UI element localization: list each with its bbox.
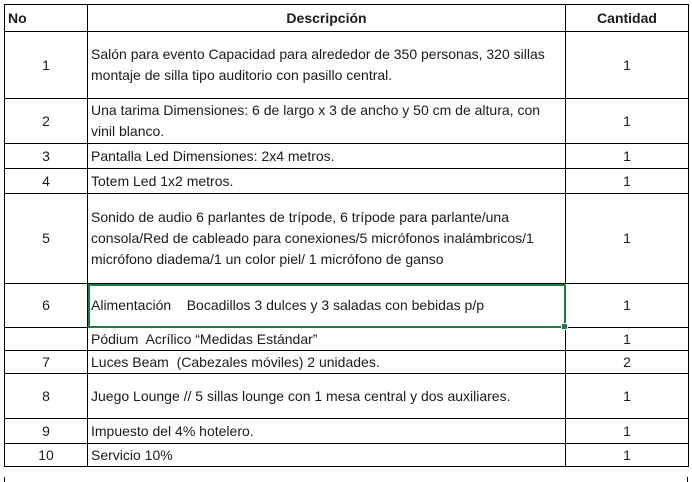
cell-cantidad[interactable]: 1 [566, 284, 689, 328]
cell-no[interactable]: 2 [5, 99, 88, 144]
cell-descripcion[interactable]: Juego Lounge // 5 sillas lounge con 1 mesa central y dos auxiliares. [88, 374, 566, 419]
header-no[interactable]: No [5, 5, 88, 32]
cell-no[interactable]: 6 [5, 284, 88, 328]
table-row [5, 444, 689, 467]
cell-descripcion[interactable]: Pódium Acrílico “Medidas Estándar” [88, 328, 566, 351]
cell-no[interactable]: 3 [5, 144, 88, 169]
cell-no[interactable] [5, 328, 88, 351]
cell-cantidad[interactable]: 1 [566, 32, 689, 99]
table-row [5, 284, 689, 328]
cell-cantidad[interactable]: 1 [566, 374, 689, 419]
table-row [5, 144, 689, 169]
cell-descripcion[interactable]: Servicio 10% [88, 444, 566, 467]
cell-no[interactable]: 7 [5, 351, 88, 374]
cell-cantidad[interactable]: 1 [566, 194, 689, 284]
header-row [5, 5, 689, 32]
table-row [5, 351, 689, 374]
cell-no[interactable]: 5 [5, 194, 88, 284]
header-descripcion[interactable]: Descripción [88, 5, 566, 32]
quote-table [4, 4, 689, 467]
cell-descripcion[interactable]: Luces Beam (Cabezales móviles) 2 unidades. [88, 351, 566, 374]
table-row [5, 32, 689, 99]
table-row [5, 328, 689, 351]
cell-no[interactable]: 4 [5, 169, 88, 194]
cell-cantidad[interactable]: 1 [566, 328, 689, 351]
cell-no[interactable]: 1 [5, 32, 88, 99]
cell-descripcion[interactable]: Una tarima Dimensiones: 6 de largo x 3 de ancho y 50 cm de altura, con vinil blanco. [88, 99, 566, 144]
cell-descripcion[interactable]: Totem Led 1x2 metros. [88, 169, 566, 194]
cell-descripcion[interactable]: Salón para evento Capacidad para alrededor de 350 personas, 320 sillas montaje de silla tipo auditorio con pasillo central. [88, 32, 566, 99]
cell-no[interactable]: 8 [5, 374, 88, 419]
fill-handle[interactable] [561, 323, 568, 330]
header-cantidad[interactable]: Cantidad [566, 5, 689, 32]
cell-cantidad[interactable]: 1 [566, 169, 689, 194]
cell-text: Alimentación Bocadillos 3 dulces y 3 saladas con bebidas p/p [91, 297, 485, 313]
cell-descripcion[interactable]: Sonido de audio 6 parlantes de trípode, 6 trípode para parlante/una consola/Red de cableado para conexiones/5 micrófonos inalámbricos/1 micrófono diadema/1 un color piel/ 1 micrófono de ganso [88, 194, 566, 284]
table-row [5, 169, 689, 194]
cell-cantidad[interactable]: 1 [566, 419, 689, 444]
cell-cantidad[interactable]: 1 [566, 144, 689, 169]
cell-cantidad[interactable]: 1 [566, 99, 689, 144]
cell-no[interactable]: 10 [5, 444, 88, 467]
table-row [5, 194, 689, 284]
table-row [5, 99, 689, 144]
table-row [5, 419, 689, 444]
cell-cantidad[interactable]: 2 [566, 351, 689, 374]
next-row-edge [4, 477, 688, 482]
table-row [5, 374, 689, 419]
cell-descripcion[interactable]: Pantalla Led Dimensiones: 2x4 metros. [88, 144, 566, 169]
cell-descripcion-selected[interactable] [88, 284, 566, 328]
cell-no[interactable]: 9 [5, 419, 88, 444]
cell-descripcion[interactable]: Impuesto del 4% hotelero. [88, 419, 566, 444]
cell-cantidad[interactable]: 1 [566, 444, 689, 467]
